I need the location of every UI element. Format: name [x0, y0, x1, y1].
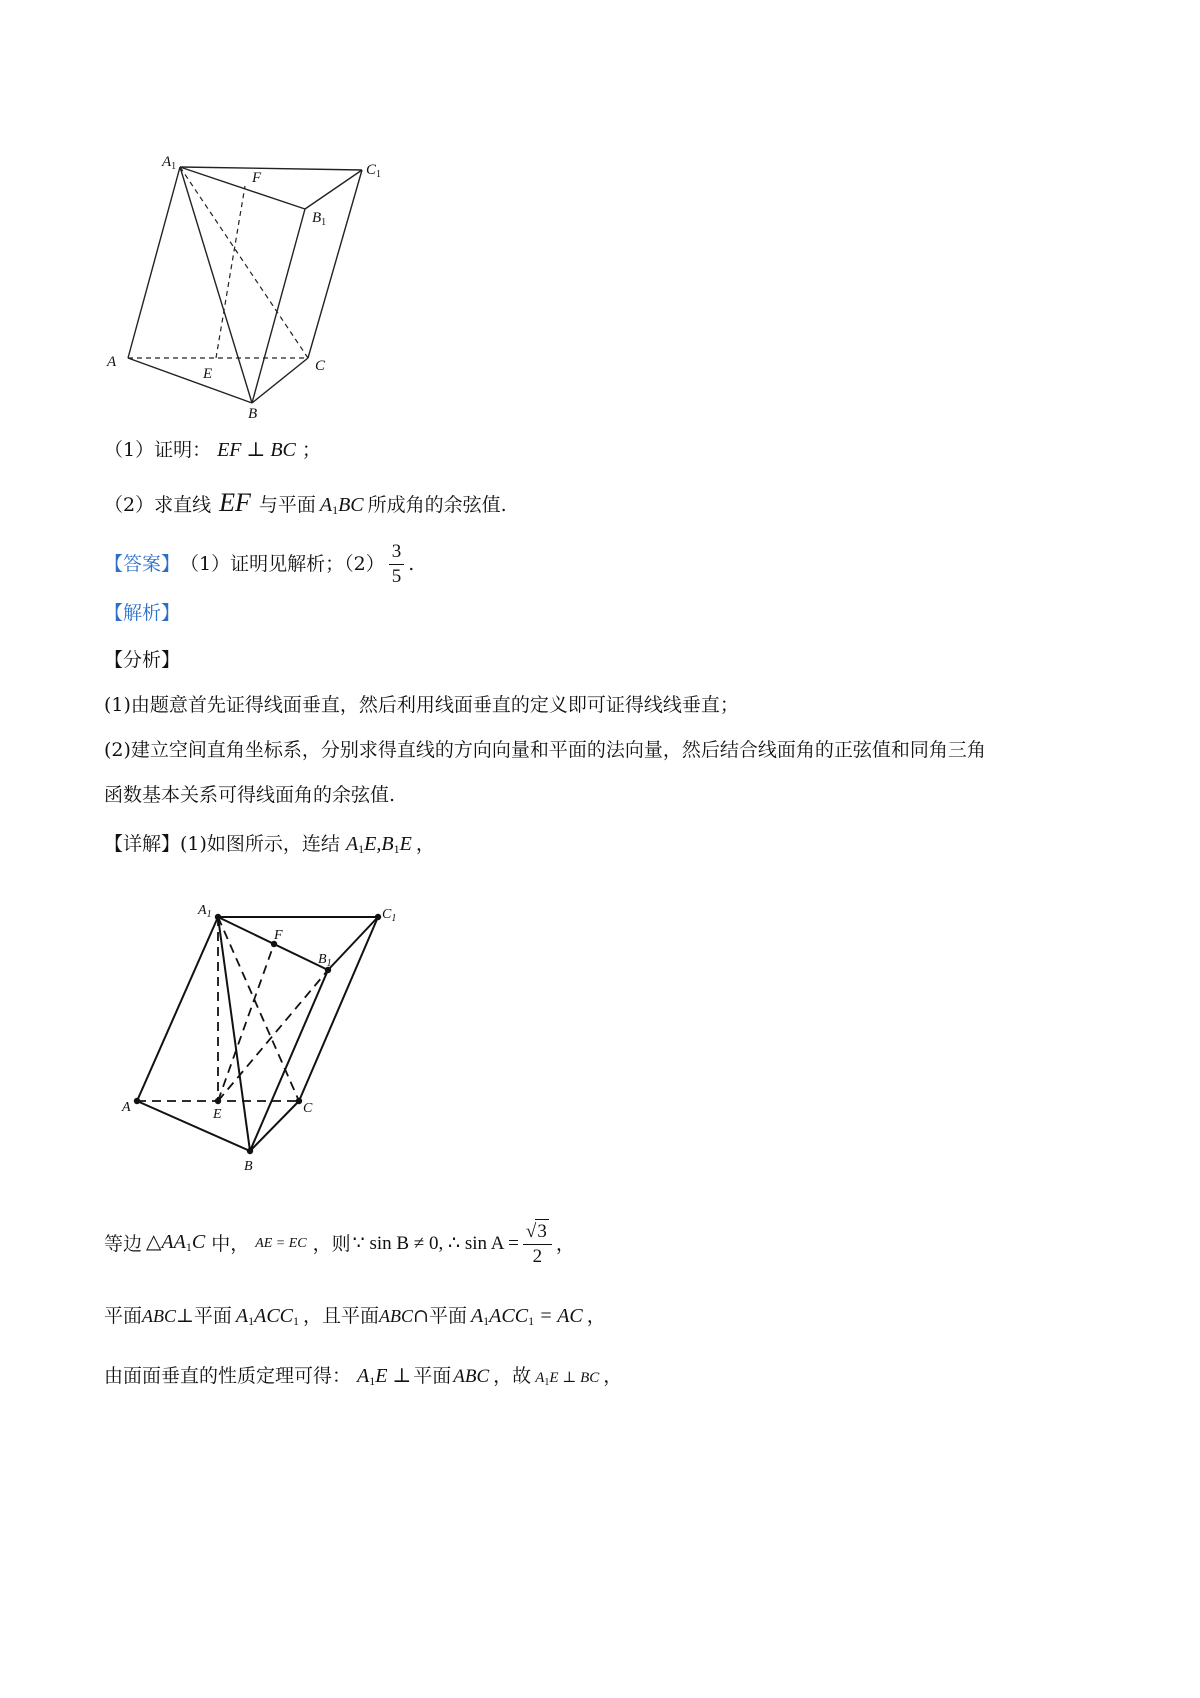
edge-b1c1 [328, 917, 378, 970]
answer-line: 【答案】 （1）证明见解析；（2） $\frac{3}{5}$ . [104, 540, 415, 587]
label-a1: $A_1$ [198, 903, 212, 920]
edge-a1b [180, 167, 252, 403]
label-a: A [122, 1100, 131, 1115]
label-a: A [107, 354, 117, 370]
label-f: F [274, 928, 283, 943]
question-1: （1）证明： EF ⊥ BC ； [104, 439, 321, 461]
edge-ab [137, 1101, 250, 1151]
analysis-tag: 【解析】 [104, 602, 181, 624]
label-c1: $C_1$ [366, 162, 382, 180]
analysis-paragraph-2b: 函数基本关系可得线面角的余弦值. [104, 784, 396, 806]
edge-c1c [308, 170, 362, 358]
answer-fraction: $\frac{3}{5}$ [389, 540, 405, 589]
edge-bc [250, 1101, 299, 1151]
edge-a1a [137, 917, 218, 1101]
point-e [215, 1098, 221, 1104]
edge-b1b [252, 209, 305, 403]
prism-figure-2 [115, 895, 415, 1185]
proof-line-3: 由面面垂直的性质定理可得： $A_1E$ ⊥ 平面 ABC ，故 $A_1E$ ⊥ BC ， [104, 1365, 623, 1388]
point-a [134, 1098, 140, 1104]
edge-bc [252, 358, 308, 403]
dashed-ef [218, 944, 274, 1101]
question-2: （2）求直线 EF 与平面 $A_1BC$ 所成角的余弦值. [104, 488, 507, 517]
point-a1 [215, 914, 221, 920]
analysis-paragraph-1: (1)由题意首先证得线面垂直，然后利用线面垂直的定义即可证得线线垂直； [104, 694, 739, 716]
label-c: C [315, 358, 326, 374]
label-a1: $A_1$ [162, 154, 177, 172]
edge-a1a [128, 167, 180, 358]
point-c [296, 1098, 302, 1104]
answer-tag: 【答案】 [104, 553, 181, 575]
sqrt3-over-2: $\frac{√3}{2}$ [523, 1219, 552, 1269]
label-b: B [244, 1159, 253, 1174]
detail-line: 【详解】(1)如图所示，连结 $A_1E,B_1E$ ， [104, 833, 435, 856]
label-e: E [203, 366, 213, 382]
edge-b1c1 [305, 170, 362, 209]
point-c1 [375, 914, 381, 920]
label-e: E [213, 1107, 222, 1122]
proof-line-1: 等边 $\triangle AA_1C$ 中， AE = EC ，则 ∵ sin B ≠ 0, ∴ sin A = $\frac{√3}{2}$ ， [104, 1221, 575, 1267]
edge-a1c1 [180, 167, 362, 170]
analysis-paragraph-2a: (2)建立空间直角坐标系，分别求得直线的方向向量和平面的法向量，然后结合线面角的正弦值和同角三角 [104, 739, 986, 761]
prism-figure-1 [100, 150, 400, 425]
label-b1: $B_1$ [318, 952, 332, 969]
dashed-a1c [180, 167, 308, 358]
edge-ab [128, 358, 252, 403]
label-f: F [252, 170, 262, 186]
proof-line-2: 平面ABC⊥平面 $A_1ACC_1$ ，且平面ABC∩平面 $A_1ACC_1$ = AC ， [104, 1305, 606, 1328]
label-b: B [248, 406, 258, 422]
analysis-title: 【分析】 [104, 649, 181, 671]
label-c1: $C_1$ [382, 907, 397, 924]
label-c: C [303, 1101, 313, 1116]
point-b [247, 1148, 253, 1154]
label-b1: $B_1$ [312, 210, 327, 228]
